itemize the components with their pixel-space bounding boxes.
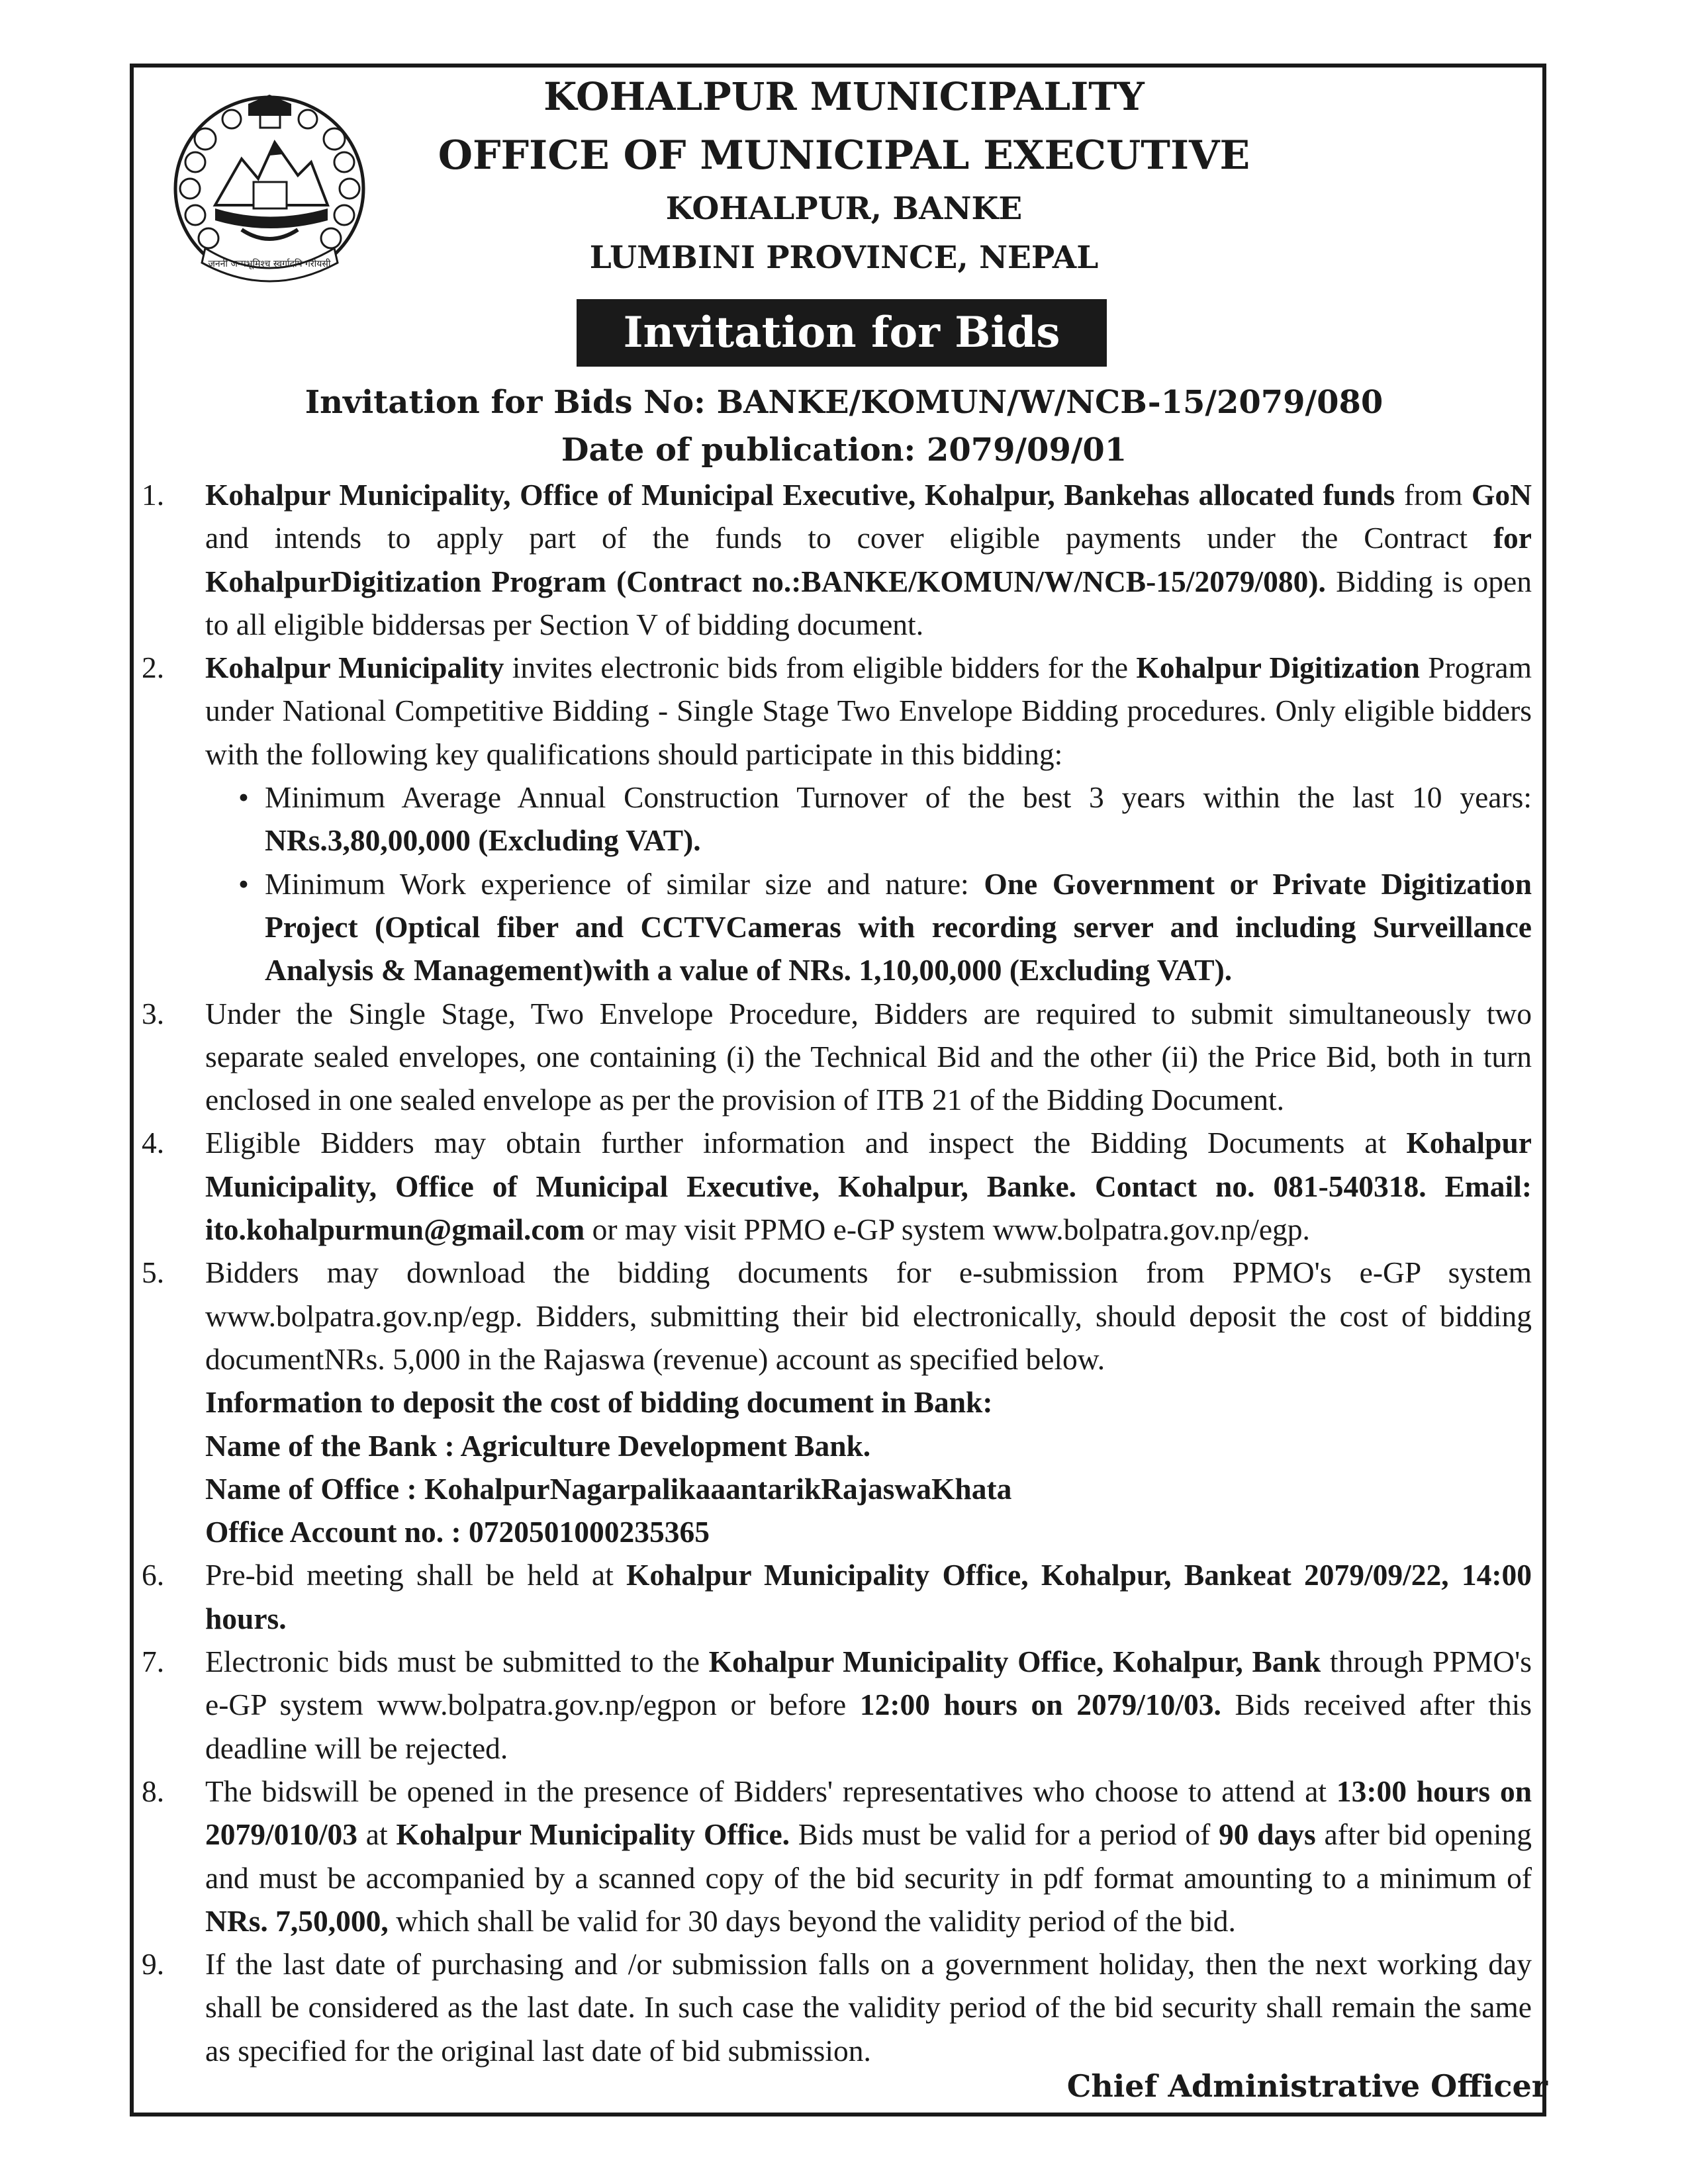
office-location: KOHALPUR, BANKE xyxy=(665,191,1023,227)
notice-body xyxy=(142,473,1532,2072)
emblem-motto: जननी जन्मभूमिश्च स्वर्गादपि गरीयसी xyxy=(208,259,331,269)
clause-number: 3. xyxy=(142,996,165,1030)
clause-number: 1. xyxy=(142,478,165,512)
clause-8: 8. The bidswill be opened in the presence of Bidders' representatives who choose to attend at 13:00 hours on 2079/010/03 at Kohalpur Municipality Office. Bids must be valid for a period of 90 days after bid opening and must be accompanied by a scanned copy of the bid security in pdf format amounting to a minimum of NRs. 7,50,000, which shall be valid for 30 days beyond the validity period of the bid. xyxy=(142,1770,1532,1942)
office-account-number: Office Account no. : 0720501000235365 xyxy=(205,1515,710,1549)
clause-9: 9. If the last date of purchasing and /or submission falls on a government holiday, then the next working day shall be considered as the last date. In such case the validity period of the bid security shall remain the same as specified for the original last date of bid submission. xyxy=(142,1942,1532,2072)
qualification-bullet-turnover: • Minimum Average Annual Construction Turnover of the best 3 years within the last 10 years: NRs.3,80,00,000 (Excluding VAT). xyxy=(142,776,1532,862)
clause-5: 5. Bidders may download the bidding documents for e-submission from PPMO's e-GP system www.bolpatra.gov.np/egp. Bidders, submitting their bid electronically, should deposit the cost of bidding documentNRs. 5,000 in the Rajaswa (revenue) account as specified below. Information to deposit the cost of bidding document in Bank: Name of the Bank : Agriculture Development Bank. Name of Office : KohalpurNagarpalikaaantarikRajaswaKhata Office Account no. : 0720501000235365 xyxy=(142,1251,1532,1553)
ifb-number: Invitation for Bids No: BANKE/KOMUN/W/NCB-15/2079/080 xyxy=(305,384,1383,421)
clause-number: 7. xyxy=(142,1645,165,1679)
clause-number: 6. xyxy=(142,1558,165,1592)
clause-number: 4. xyxy=(142,1126,165,1160)
bank-info-heading: Information to deposit the cost of bidding document in Bank: xyxy=(205,1385,993,1420)
clause-2: 2. Kohalpur Municipality invites electronic bids from eligible bidders for the Kohalpur Digitization Program under National Competitive Bidding - Single Stage Two Envelope Bidding procedures. Only eligible bidders with the following key qualifications should participate in this bidding: xyxy=(142,646,1532,776)
clause-number: 5. xyxy=(142,1255,165,1290)
clause-number: 9. xyxy=(142,1947,165,1981)
signatory-title: Chief Administrative Officer xyxy=(1066,2068,1548,2104)
notice-title: Invitation for Bids xyxy=(577,299,1107,367)
clause-3: 3. Under the Single Stage, Two Envelope Procedure, Bidders are required to submit simultaneously two separate sealed envelopes, one containing (i) the Technical Bid and the other (ii) the Price Bid, both in turn enclosed in one sealed envelope as per the provision of ITB 21 of the Bidding Document. xyxy=(142,992,1532,1122)
publication-date: Date of publication: 2079/09/01 xyxy=(561,432,1127,469)
bank-name: Name of the Bank : Agriculture Development Bank. xyxy=(205,1428,871,1463)
clause-number: 2. xyxy=(142,651,165,685)
office-name: OFFICE OF MUNICIPAL EXECUTIVE xyxy=(438,132,1250,179)
clause-number: 8. xyxy=(142,1774,165,1808)
clause-7: 7. Electronic bids must be submitted to the Kohalpur Municipality Office, Kohalpur, Bank through PPMO's e-GP system www.bolpatra.gov.np/egpon or before 12:00 hours on 2079/10/03. Bids received after this deadline will be rejected. xyxy=(142,1640,1532,1770)
clause-1: 1. Kohalpur Municipality, Office of Municipal Executive, Kohalpur, Bankehas allocated funds from GoN and intends to apply part of the funds to cover eligible payments under the Contract for KohalpurDigitization Program (Contract no.:BANKE/KOMUN/W/NCB-15/2079/080). Bidding is open to all eligible biddersas per Section V of bidding document. xyxy=(142,473,1532,646)
municipality-name: KOHALPUR MUNICIPALITY xyxy=(543,74,1145,119)
bullet-icon: • xyxy=(238,866,249,901)
qualification-bullet-experience: • Minimum Work experience of similar size and nature: One Government or Private Digitization Project (Optical fiber and CCTVCameras with recording server and including Surveillance Analysis & Management)with a value of NRs. 1,10,00,000 (Excluding VAT). xyxy=(142,862,1532,992)
clause-6: 6. Pre-bid meeting shall be held at Kohalpur Municipality Office, Kohalpur, Bankeat 2079/09/22, 14:00 hours. xyxy=(142,1553,1532,1640)
bullet-icon: • xyxy=(238,780,249,815)
office-account-name: Name of Office : KohalpurNagarpalikaaantarikRajaswaKhata xyxy=(205,1471,1012,1506)
office-province: LUMBINI PROVINCE, NEPAL xyxy=(589,240,1099,276)
clause-4: 4. Eligible Bidders may obtain further information and inspect the Bidding Documents at Kohalpur Municipality, Office of Municipal Executive, Kohalpur, Banke. Contact no. 081-540318. Email: ito.kohalpurmun@gmail.com or may visit PPMO e-GP system www.bolpatra.gov.np/egp. xyxy=(142,1121,1532,1251)
